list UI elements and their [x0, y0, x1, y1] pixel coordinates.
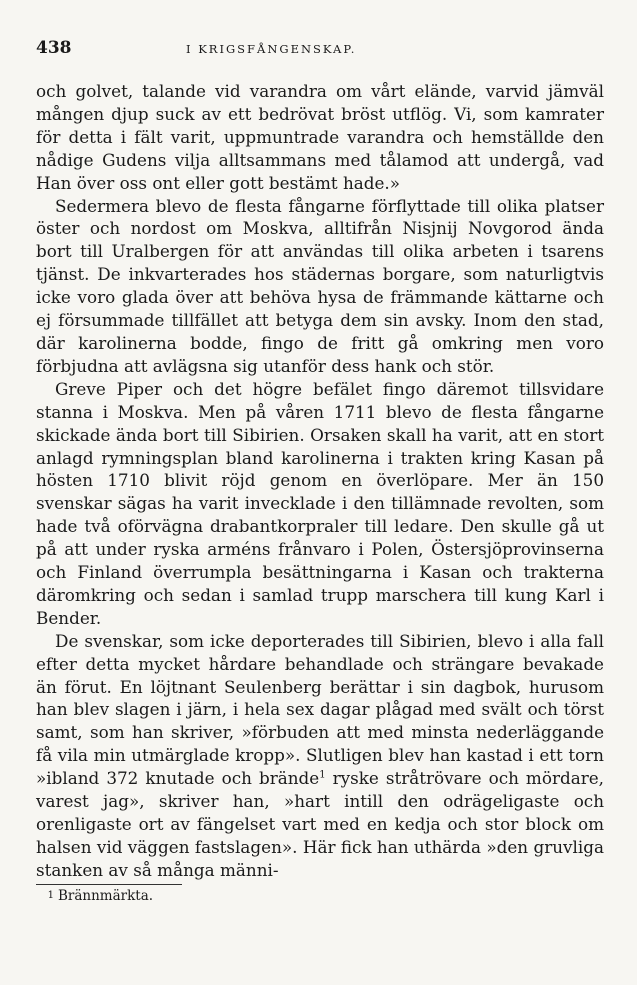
paragraph: och golvet, talande vid varandra om vårt elände, varvid jämväl mången djup suck av ett bedrövat bröst utflög. Vi, som kamrater för detta i fält varit, uppmuntrade varandra och hemställde den nådige Gudens vilja alltsammans med tålamod att undergå, vad Han över oss ont eller gott bestämt hade.» [36, 81, 604, 193]
paragraph-text: De svenskar, som icke deporterades till Sibirien, blevo i alla fall efter detta mycket hårdare behandlade och strängare bevakade än förut. En löjtnant Seulenberg berättar i sin dagbok, hurusom han blev slagen i järn, i hela sex dagar plågad med svält och törst samt, som han skriver, »förbuden att med minsta nederläggande få vila min utmärglade kropp». Slutligen blev han kastad i ett torn »ibland 372 knutade och brände [36, 630, 604, 789]
footnote-rule [36, 884, 182, 885]
footnote-mark: 1 [47, 889, 54, 901]
footnote-reference: 1 [319, 769, 326, 781]
book-page [36, 38, 604, 905]
page-number: 438 [36, 38, 72, 58]
paragraph [36, 630, 604, 882]
running-head: I KRIGSFÅNGENSKAP. [186, 42, 357, 56]
paragraph: Greve Piper och det högre befälet fingo däremot tillsvidare stanna i Moskva. Men på våren 1711 blevo de flesta fångarne skickade ända bort till Sibirien. Orsaken skall ha varit, att en stort anlagd rymningsplan bland karolinerna i trakten kring Kasan på hösten 1710 blivit röjd genom en överlöpare. Mer än 150 svenskar sägas ha varit invecklade i den tillämnade revolten, som hade två oförvägna drabantkorpraler till ledare. Den skulle gå ut på att under ryska arméns frånvaro i Polen, Östersjöprovinserna och Finland överrumpla besättningarna i Kasan och trakterna däromkring och sedan i samlad trupp marschera till kung Karl i Bender. [36, 378, 604, 628]
page-header [36, 38, 604, 62]
footnote [36, 887, 604, 905]
footnote-text: Brännmärkta. [58, 887, 154, 904]
paragraph-text-continued: ryske stråtrövare och mördare, varest jag», skriver han, »hart intill den odrägeligaste och orenligaste ort av fängelset vart med en kedja och stor block om halsen vid väggen fastslagen». Här fick han uthärda »den gruvliga stanken av så många männi- [36, 768, 604, 880]
paragraph: Sedermera blevo de flesta fångarne förflyttade till olika platser öster och nordost om Moskva, alltifrån Nisjnij Novgorod ända bort till Uralbergen för att användas till olika arbeten i tsarens tjänst. De inkvarterades hos städernas borgare, som naturligtvis icke voro glada över att behöva hysa de främmande kättarne och ej försummade tillfället att betyga dem sin avsky. Inom den stad, där karolinerna bodde, fingo de fritt gå omkring men voro förbjudna att avlägsna sig utanför dess hank och stör. [36, 195, 604, 376]
body-text [36, 80, 604, 882]
